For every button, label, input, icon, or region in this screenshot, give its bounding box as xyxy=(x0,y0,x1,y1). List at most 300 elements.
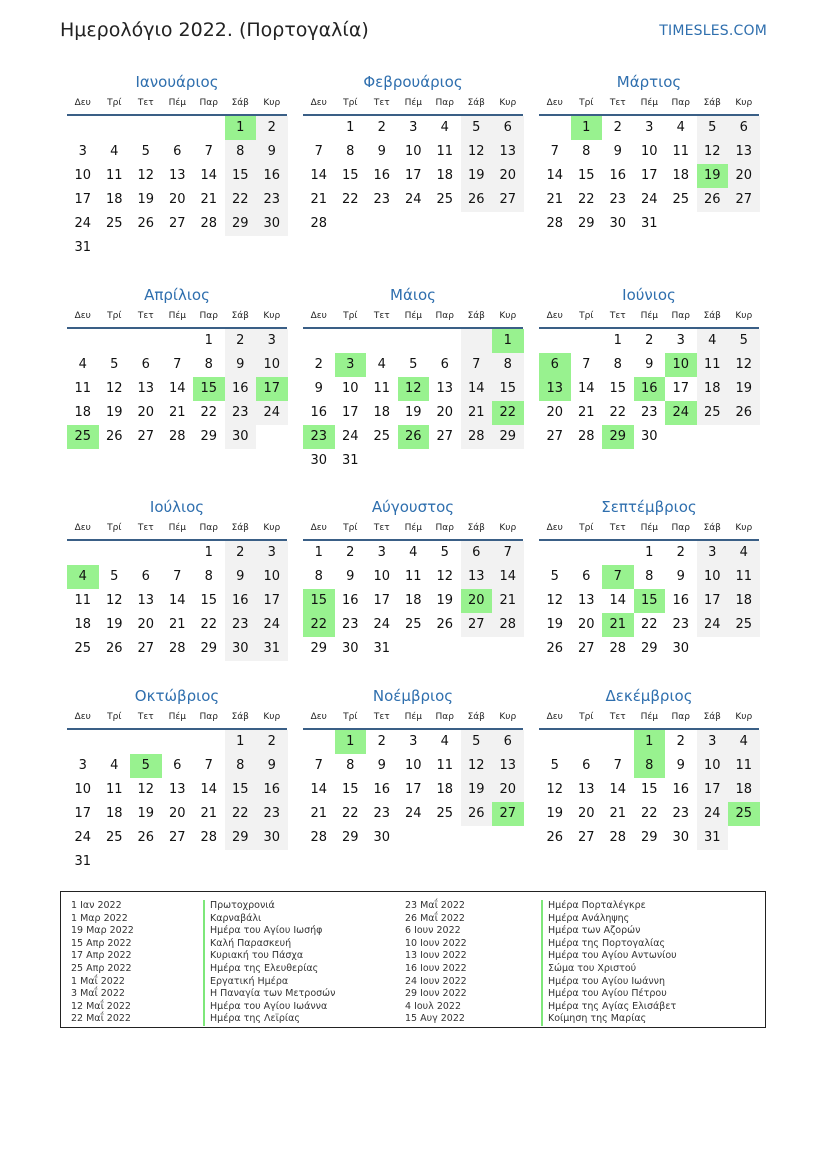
legend-entry: 25 Απρ 2022 xyxy=(71,962,132,974)
day-cell: 13 xyxy=(137,593,155,608)
day-cell: 20 xyxy=(577,617,595,632)
day-cell: 9 xyxy=(314,381,323,396)
day-cell: 20 xyxy=(168,806,186,821)
legend-entry: Ημέρα του Αγίου Ιωσήφ xyxy=(210,925,323,937)
day-blank xyxy=(193,730,225,754)
weekday-label: Τρί xyxy=(343,311,358,321)
day-cell: 30 xyxy=(341,641,359,656)
day-cell: 31 xyxy=(373,641,391,656)
weekday-header xyxy=(303,92,523,116)
day-cell: 2 xyxy=(225,541,257,565)
day-cell: 15 xyxy=(225,778,257,802)
month-title: Νοέμβριος xyxy=(372,687,454,705)
legend-dates-right xyxy=(405,900,467,1026)
day-cell: 18 xyxy=(672,168,690,183)
day-cell: 23 xyxy=(225,613,257,637)
day-cell: 5 xyxy=(440,545,449,560)
day-cell: 8 xyxy=(204,569,213,584)
weekday-label: Τετ xyxy=(137,98,154,108)
day-cell: 21 xyxy=(577,405,595,420)
day-cell-holiday: 13 xyxy=(539,377,571,401)
day-blank xyxy=(303,329,335,353)
month-9 xyxy=(539,497,759,661)
day-cell-holiday: 1 xyxy=(225,116,257,140)
day-cell: 14 xyxy=(577,381,595,396)
day-cell: 4 xyxy=(676,120,685,135)
legend-entry: 15 Αυγ 2022 xyxy=(405,1013,465,1025)
day-cell-holiday: 25 xyxy=(67,425,99,449)
days-grid xyxy=(539,541,759,661)
day-cell: 31 xyxy=(640,216,658,231)
day-cell: 7 xyxy=(613,758,622,773)
day-cell: 29 xyxy=(640,641,658,656)
day-cell: 5 xyxy=(110,357,119,372)
weekday-label: Παρ xyxy=(435,523,454,533)
day-cell: 28 xyxy=(200,216,218,231)
month-11 xyxy=(303,686,523,850)
day-cell-holiday: 17 xyxy=(256,377,288,401)
day-cell-holiday: 1 xyxy=(634,730,666,754)
day-cell: 8 xyxy=(613,357,622,372)
day-cell-holiday: 23 xyxy=(303,425,335,449)
weekday-label: Σάβ xyxy=(703,98,721,108)
weekday-label: Σάβ xyxy=(467,98,485,108)
day-cell: 23 xyxy=(672,617,690,632)
weekday-label: Σάβ xyxy=(703,311,721,321)
day-cell: 4 xyxy=(728,541,760,565)
day-cell-holiday: 1 xyxy=(571,116,603,140)
day-cell: 31 xyxy=(697,826,729,850)
legend-entry: Πρωτοχρονιά xyxy=(210,900,275,911)
weekday-label: Κυρ xyxy=(263,98,281,108)
day-cell: 26 xyxy=(436,617,454,632)
day-cell: 28 xyxy=(310,830,328,845)
day-cell: 5 xyxy=(110,569,119,584)
day-cell: 22 xyxy=(640,617,658,632)
weekday-header xyxy=(67,305,287,329)
weekday-header xyxy=(67,517,287,541)
day-cell: 22 xyxy=(640,806,658,821)
day-cell: 22 xyxy=(225,188,257,212)
day-cell: 25 xyxy=(728,613,760,637)
day-cell: 21 xyxy=(168,617,186,632)
day-cell: 13 xyxy=(461,565,493,589)
weekday-label: Σάβ xyxy=(231,523,249,533)
day-cell: 19 xyxy=(728,377,760,401)
weekday-label: Τρί xyxy=(579,712,594,722)
day-cell: 4 xyxy=(440,734,449,749)
weekday-label: Παρ xyxy=(671,523,690,533)
day-cell: 14 xyxy=(461,377,493,401)
day-cell-holiday: 1 xyxy=(492,329,524,353)
day-cell: 4 xyxy=(377,357,386,372)
day-cell-holiday: 5 xyxy=(130,754,162,778)
weekday-label: Τρί xyxy=(579,523,594,533)
day-cell: 16 xyxy=(341,593,359,608)
day-cell: 26 xyxy=(105,429,123,444)
day-cell: 5 xyxy=(141,144,150,159)
day-cell: 7 xyxy=(204,758,213,773)
day-cell: 29 xyxy=(225,826,257,850)
day-cell: 1 xyxy=(346,120,355,135)
weekday-label: Παρ xyxy=(199,311,218,321)
day-cell: 14 xyxy=(609,782,627,797)
day-cell-holiday: 10 xyxy=(665,353,697,377)
day-cell: 17 xyxy=(256,589,288,613)
weekday-label: Πέμ xyxy=(404,98,422,108)
day-cell: 20 xyxy=(492,164,524,188)
day-cell: 6 xyxy=(173,758,182,773)
day-cell: 18 xyxy=(404,593,422,608)
brand-link[interactable]: TIMESLES.COM xyxy=(659,23,767,39)
legend-entry: Ημέρα της Πορτογαλίας xyxy=(548,937,666,949)
day-cell: 8 xyxy=(204,357,213,372)
weekday-label: Τετ xyxy=(137,712,154,722)
day-cell: 2 xyxy=(256,730,288,754)
day-cell: 5 xyxy=(550,758,559,773)
day-cell: 21 xyxy=(310,192,328,207)
day-cell: 6 xyxy=(492,730,524,754)
day-cell: 16 xyxy=(256,778,288,802)
day-blank xyxy=(99,730,131,754)
day-cell: 15 xyxy=(609,381,627,396)
day-cell: 28 xyxy=(168,641,186,656)
day-cell: 25 xyxy=(105,830,123,845)
day-cell: 29 xyxy=(640,830,658,845)
day-blank xyxy=(130,116,162,140)
day-cell: 27 xyxy=(546,429,564,444)
legend-entry: 3 Μαΐ 2022 xyxy=(71,988,125,1000)
days-grid xyxy=(67,541,287,661)
day-cell: 13 xyxy=(492,754,524,778)
day-cell: 3 xyxy=(409,734,418,749)
day-cell: 19 xyxy=(137,192,155,207)
day-cell: 15 xyxy=(225,164,257,188)
day-cell: 27 xyxy=(137,641,155,656)
legend-entry: Ημέρα της Αγίας Ελισάβετ xyxy=(548,1000,677,1012)
day-cell: 5 xyxy=(409,357,418,372)
weekday-header xyxy=(539,305,759,329)
day-cell: 17 xyxy=(74,806,92,821)
day-cell: 10 xyxy=(74,168,92,183)
day-cell: 11 xyxy=(105,782,123,797)
legend-entry: Ημέρα της Λεϊρίας xyxy=(210,1013,300,1025)
day-cell: 28 xyxy=(609,830,627,845)
day-cell: 16 xyxy=(373,782,391,797)
month-4 xyxy=(67,285,287,449)
day-cell: 22 xyxy=(609,405,627,420)
day-cell: 9 xyxy=(225,353,257,377)
weekday-label: Παρ xyxy=(199,98,218,108)
day-cell: 3 xyxy=(645,120,654,135)
legend-entry: Κοίμηση της Μαρίας xyxy=(548,1013,647,1025)
day-cell: 2 xyxy=(645,333,654,348)
weekday-header xyxy=(67,706,287,730)
weekday-label: Παρ xyxy=(671,98,690,108)
day-cell: 14 xyxy=(546,168,564,183)
day-blank xyxy=(99,541,131,565)
month-10 xyxy=(67,686,287,874)
day-cell: 7 xyxy=(314,758,323,773)
day-cell: 26 xyxy=(137,830,155,845)
days-grid xyxy=(539,116,759,236)
day-cell: 16 xyxy=(310,405,328,420)
day-blank xyxy=(539,730,571,754)
legend-dates-left xyxy=(71,900,134,1026)
day-cell: 26 xyxy=(546,830,564,845)
day-blank xyxy=(162,541,194,565)
day-cell-holiday: 8 xyxy=(634,754,666,778)
day-cell: 31 xyxy=(341,453,359,468)
days-grid xyxy=(67,329,287,449)
weekday-label: Δευ xyxy=(546,98,563,108)
day-cell-holiday: 22 xyxy=(492,401,524,425)
days-grid xyxy=(539,329,759,449)
day-cell: 6 xyxy=(141,357,150,372)
month-5 xyxy=(303,285,523,473)
day-cell: 22 xyxy=(577,192,595,207)
day-cell: 9 xyxy=(256,140,288,164)
day-cell: 17 xyxy=(697,778,729,802)
day-cell: 3 xyxy=(676,333,685,348)
day-cell: 2 xyxy=(377,734,386,749)
month-title: Ιούνιος xyxy=(622,286,676,304)
day-cell: 24 xyxy=(404,806,422,821)
day-cell: 4 xyxy=(110,144,119,159)
day-cell: 27 xyxy=(168,216,186,231)
day-cell: 26 xyxy=(546,641,564,656)
day-blank xyxy=(398,329,430,353)
legend-entry: Εργατική Ημέρα xyxy=(210,975,289,987)
day-cell: 18 xyxy=(373,405,391,420)
day-cell: 16 xyxy=(672,782,690,797)
day-cell: 29 xyxy=(310,641,328,656)
day-cell: 22 xyxy=(200,617,218,632)
day-cell: 20 xyxy=(546,405,564,420)
weekday-label: Τετ xyxy=(609,311,626,321)
day-cell-holiday: 15 xyxy=(193,377,225,401)
day-cell: 13 xyxy=(492,140,524,164)
legend-entry: Ημέρα Ανάληψης xyxy=(548,912,630,924)
day-cell: 1 xyxy=(613,333,622,348)
day-cell: 2 xyxy=(256,116,288,140)
day-cell: 5 xyxy=(728,329,760,353)
weekday-label: Δευ xyxy=(74,98,91,108)
day-cell: 25 xyxy=(373,429,391,444)
weekday-label: Πέμ xyxy=(404,523,422,533)
day-cell: 3 xyxy=(256,541,288,565)
day-cell: 20 xyxy=(728,164,760,188)
day-cell: 30 xyxy=(225,425,257,449)
month-3 xyxy=(539,72,759,236)
day-cell: 22 xyxy=(341,806,359,821)
day-cell: 4 xyxy=(697,329,729,353)
legend-entry: 23 Μαΐ 2022 xyxy=(405,900,465,911)
weekday-label: Κυρ xyxy=(735,523,753,533)
legend-names-right xyxy=(541,900,677,1026)
day-cell: 21 xyxy=(492,589,524,613)
weekday-label: Σάβ xyxy=(467,712,485,722)
weekday-label: Τετ xyxy=(609,712,626,722)
day-cell: 17 xyxy=(640,168,658,183)
day-blank xyxy=(602,730,634,754)
day-cell-holiday: 1 xyxy=(335,730,367,754)
weekday-label: Κυρ xyxy=(735,98,753,108)
day-cell: 19 xyxy=(461,164,493,188)
day-cell: 11 xyxy=(404,569,422,584)
day-cell: 28 xyxy=(546,216,564,231)
day-blank xyxy=(67,329,99,353)
day-cell: 23 xyxy=(609,192,627,207)
day-cell: 19 xyxy=(546,617,564,632)
weekday-label: Σάβ xyxy=(467,523,485,533)
day-blank xyxy=(571,541,603,565)
weekday-label: Κυρ xyxy=(263,712,281,722)
day-cell: 10 xyxy=(74,782,92,797)
legend-entry: Καλή Παρασκευή xyxy=(210,937,292,949)
weekday-label: Τρί xyxy=(107,311,122,321)
legend-entry: 22 Μαΐ 2022 xyxy=(71,1013,131,1025)
day-cell-holiday: 21 xyxy=(602,613,634,637)
day-cell: 26 xyxy=(461,802,493,826)
day-cell: 21 xyxy=(310,806,328,821)
day-blank xyxy=(162,116,194,140)
day-cell: 27 xyxy=(577,641,595,656)
day-cell: 28 xyxy=(577,429,595,444)
legend-entry: 17 Απρ 2022 xyxy=(71,950,132,962)
day-cell: 1 xyxy=(204,545,213,560)
day-cell: 9 xyxy=(377,144,386,159)
day-cell-holiday: 27 xyxy=(492,802,524,826)
weekday-label: Δευ xyxy=(74,311,91,321)
day-cell: 10 xyxy=(697,565,729,589)
day-cell: 29 xyxy=(341,830,359,845)
day-cell: 15 xyxy=(577,168,595,183)
weekday-label: Πέμ xyxy=(640,311,658,321)
day-cell: 29 xyxy=(200,429,218,444)
day-cell: 4 xyxy=(440,120,449,135)
day-cell: 25 xyxy=(74,641,92,656)
day-cell: 12 xyxy=(137,782,155,797)
weekday-header xyxy=(539,517,759,541)
day-cell: 14 xyxy=(609,593,627,608)
weekday-label: Σάβ xyxy=(467,311,485,321)
legend-entry: Ημέρα του Αγίου Πέτρου xyxy=(548,988,667,1000)
days-grid xyxy=(303,329,523,473)
legend-entry: 19 Μαρ 2022 xyxy=(71,925,134,937)
day-cell: 23 xyxy=(640,405,658,420)
day-cell: 15 xyxy=(640,782,658,797)
day-cell: 7 xyxy=(461,353,493,377)
day-cell: 28 xyxy=(310,216,328,231)
weekday-label: Κυρ xyxy=(263,311,281,321)
day-cell: 12 xyxy=(697,140,729,164)
day-cell: 14 xyxy=(168,593,186,608)
weekday-header xyxy=(303,305,523,329)
day-cell: 16 xyxy=(373,168,391,183)
day-cell: 20 xyxy=(137,617,155,632)
day-cell: 17 xyxy=(697,589,729,613)
weekday-label: Πέμ xyxy=(404,311,422,321)
day-blank xyxy=(67,116,99,140)
day-cell: 18 xyxy=(74,617,92,632)
day-cell: 10 xyxy=(341,381,359,396)
day-cell: 24 xyxy=(697,802,729,826)
weekday-label: Τρί xyxy=(107,98,122,108)
legend-entry: Ημέρα του Αγίου Ιωάννη xyxy=(548,975,666,987)
day-cell: 7 xyxy=(550,144,559,159)
day-cell: 21 xyxy=(200,192,218,207)
day-cell: 11 xyxy=(728,565,760,589)
day-blank xyxy=(303,116,335,140)
day-cell: 23 xyxy=(373,192,391,207)
day-cell: 3 xyxy=(409,120,418,135)
day-cell: 6 xyxy=(141,569,150,584)
day-cell: 17 xyxy=(341,405,359,420)
day-cell: 30 xyxy=(672,641,690,656)
day-cell: 14 xyxy=(168,381,186,396)
weekday-label: Τετ xyxy=(137,523,154,533)
day-cell: 11 xyxy=(728,754,760,778)
day-cell: 11 xyxy=(74,593,92,608)
day-cell: 13 xyxy=(577,593,595,608)
day-cell: 28 xyxy=(200,830,218,845)
day-blank xyxy=(539,541,571,565)
day-blank xyxy=(162,730,194,754)
day-cell: 24 xyxy=(640,192,658,207)
day-cell: 9 xyxy=(225,565,257,589)
day-cell: 10 xyxy=(404,758,422,773)
legend-entry: 10 Ιουν 2022 xyxy=(405,937,467,949)
day-cell: 18 xyxy=(74,405,92,420)
weekday-label: Παρ xyxy=(435,98,454,108)
day-cell: 25 xyxy=(436,192,454,207)
legend-entry: 1 Μαΐ 2022 xyxy=(71,975,125,987)
day-cell: 16 xyxy=(225,377,257,401)
weekday-label: Σάβ xyxy=(703,712,721,722)
day-cell: 3 xyxy=(78,144,87,159)
month-title: Απρίλιος xyxy=(144,286,210,304)
day-cell: 20 xyxy=(137,405,155,420)
day-cell: 30 xyxy=(672,830,690,845)
day-cell: 2 xyxy=(225,329,257,353)
day-blank xyxy=(99,329,131,353)
day-cell: 12 xyxy=(105,593,123,608)
day-cell: 5 xyxy=(461,730,493,754)
weekday-label: Τρί xyxy=(579,311,594,321)
month-title: Ιούλιος xyxy=(149,498,205,516)
day-cell: 13 xyxy=(436,381,454,396)
month-title: Μάιος xyxy=(390,286,436,304)
day-blank xyxy=(162,329,194,353)
day-cell: 4 xyxy=(728,730,760,754)
month-title: Δεκέμβριος xyxy=(605,687,693,705)
day-cell: 8 xyxy=(645,569,654,584)
day-cell: 25 xyxy=(404,617,422,632)
legend-entry: 1 Μαρ 2022 xyxy=(71,912,128,924)
weekday-label: Τετ xyxy=(609,98,626,108)
day-cell: 10 xyxy=(373,569,391,584)
month-7 xyxy=(67,497,287,661)
day-cell: 19 xyxy=(105,617,123,632)
days-grid xyxy=(67,116,287,260)
weekday-label: Δευ xyxy=(546,311,563,321)
day-cell: 19 xyxy=(105,405,123,420)
day-cell: 14 xyxy=(492,565,524,589)
weekday-label: Παρ xyxy=(199,712,218,722)
day-cell: 1 xyxy=(204,333,213,348)
month-6 xyxy=(539,285,759,449)
